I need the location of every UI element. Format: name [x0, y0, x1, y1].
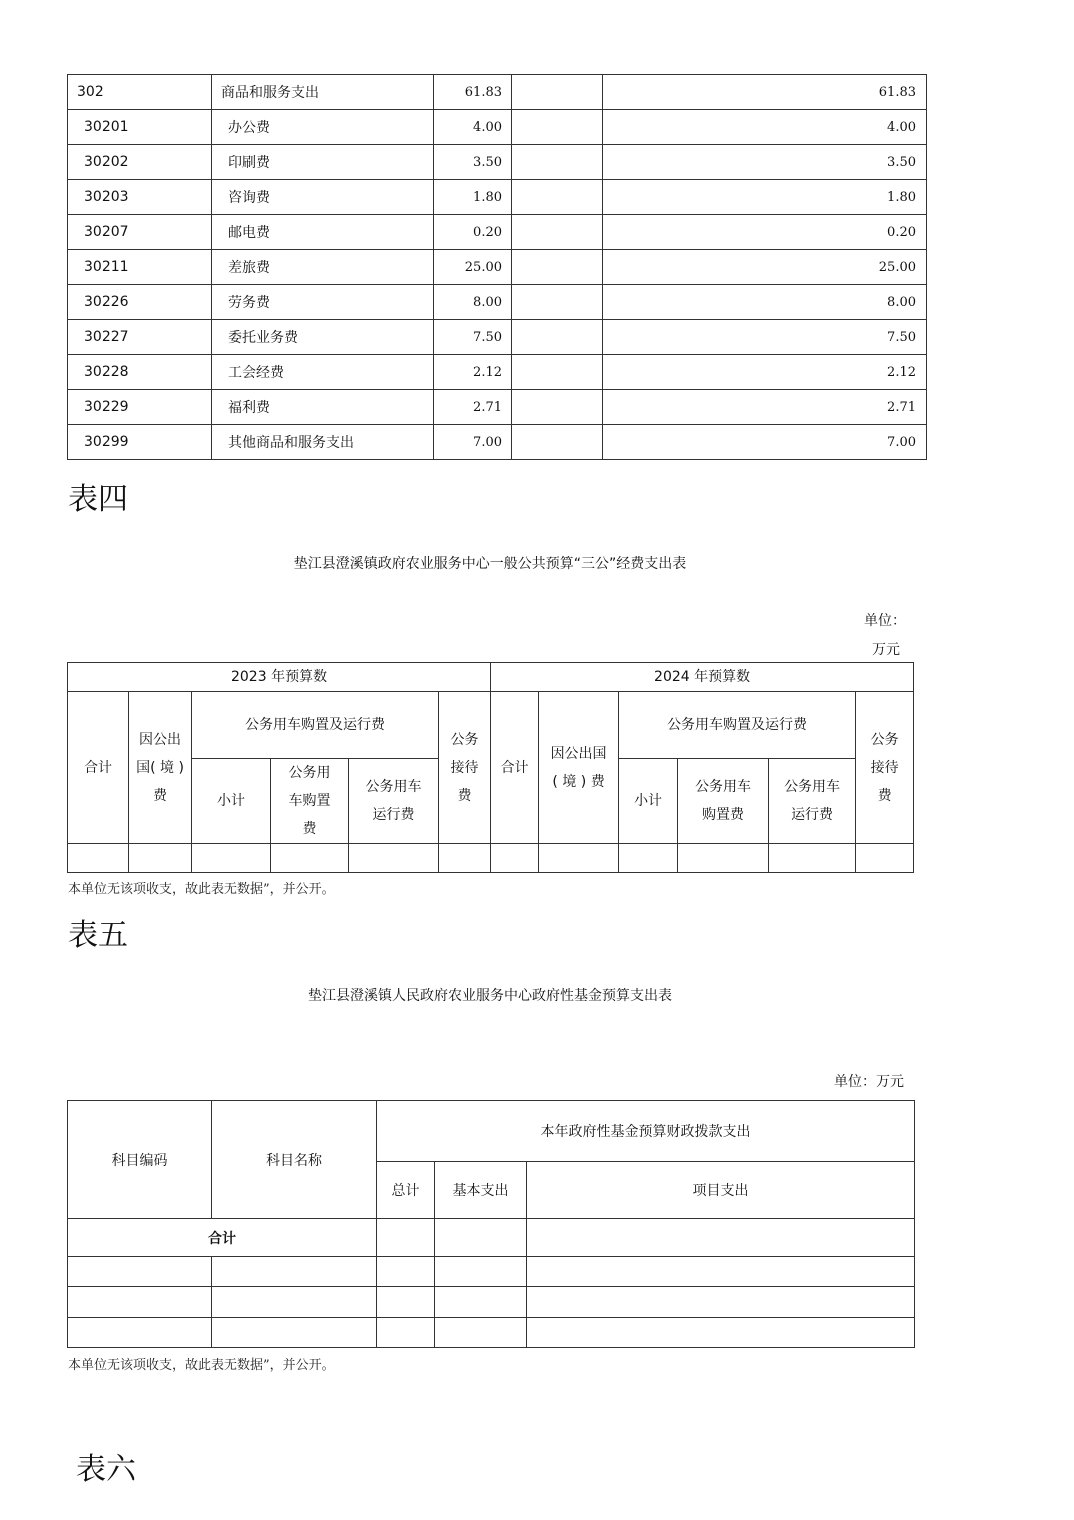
header-total-2023: 合计	[68, 692, 129, 844]
empty-cell	[512, 425, 603, 460]
amount-cell: 8.00	[434, 285, 512, 320]
subject-name-cell: 委托业务费	[212, 320, 434, 355]
subject-code-cell: 30229	[68, 390, 212, 425]
header-car-group-2024: 公务用车购置及运行费	[619, 692, 856, 759]
subject-name-cell: 福利费	[212, 390, 434, 425]
subject-name-cell: 邮电费	[212, 215, 434, 250]
table-row	[68, 75, 927, 110]
subject-code-cell: 30203	[68, 180, 212, 215]
header-car-operate-2023: 公务用车 运行费	[349, 759, 439, 844]
header-basic-expenditure: 基本支出	[435, 1162, 527, 1219]
empty-cell	[512, 285, 603, 320]
amount-cell: 3.50	[434, 145, 512, 180]
header-2023-budget: 2023 年预算数	[68, 663, 491, 692]
subject-code-cell: 30227	[68, 320, 212, 355]
header-abroad-2023: 因公出 国( 境 ) 费	[129, 692, 192, 844]
table5-note: 本单位无该项收支，故此表无数据”，并公开。	[68, 1358, 335, 1373]
amount-cell: 3.50	[603, 145, 927, 180]
header-reception-2023: 公务 接待 费	[439, 692, 491, 844]
amount-cell: 4.00	[434, 110, 512, 145]
header-car-group-2023: 公务用车购置及运行费	[192, 692, 439, 759]
empty-cell	[512, 75, 603, 110]
empty-cell	[512, 145, 603, 180]
section-title-table5: 表五	[68, 918, 128, 953]
table-row	[68, 215, 927, 250]
amount-cell: 7.50	[603, 320, 927, 355]
header-abroad-2024: 因公出国 ( 境 ) 费	[539, 692, 619, 844]
amount-cell: 0.20	[434, 215, 512, 250]
amount-cell: 2.12	[434, 355, 512, 390]
table5-caption: 垫江县澄溪镇人民政府农业服务中心政府性基金预算支出表	[308, 988, 672, 1004]
empty-cell	[512, 355, 603, 390]
amount-cell: 8.00	[603, 285, 927, 320]
empty-cell	[512, 110, 603, 145]
subject-code-cell: 30201	[68, 110, 212, 145]
table4-unit-value: 万元	[872, 642, 900, 658]
three-public-expenses-table	[67, 662, 914, 873]
amount-cell: 25.00	[434, 250, 512, 285]
table-row	[68, 390, 927, 425]
table-row	[68, 1318, 915, 1348]
table5-unit: 单位：万元	[834, 1074, 904, 1090]
amount-cell: 2.71	[603, 390, 927, 425]
subject-name-cell: 差旅费	[212, 250, 434, 285]
table-row	[68, 110, 927, 145]
amount-cell: 2.12	[603, 355, 927, 390]
table-row	[68, 1287, 915, 1318]
table4-caption: 垫江县澄溪镇政府农业服务中心一般公共预算“三公”经费支出表	[293, 556, 687, 572]
subject-name-cell: 工会经费	[212, 355, 434, 390]
header-total-2024: 合计	[491, 692, 539, 844]
table-row	[68, 425, 927, 460]
expenditure-table-continued	[67, 74, 927, 460]
section-title-table4: 表四	[68, 482, 128, 517]
amount-cell: 4.00	[603, 110, 927, 145]
header-subject-name: 科目名称	[212, 1101, 377, 1219]
header-subtotal-2023: 小计	[192, 759, 271, 844]
subject-code-cell: 30299	[68, 425, 212, 460]
amount-cell: 7.00	[434, 425, 512, 460]
amount-cell: 0.20	[603, 215, 927, 250]
government-fund-budget-table	[67, 1100, 915, 1348]
table4-note: 本单位无该项收支，故此表无数据”，并公开。	[68, 882, 335, 897]
header-2024-budget: 2024 年预算数	[491, 663, 914, 692]
expenditure-table-body	[68, 75, 927, 460]
table4-unit-label: 单位：	[864, 613, 906, 629]
amount-cell: 61.83	[603, 75, 927, 110]
header-car-operate-2024: 公务用车 运行费	[769, 759, 856, 844]
total-row-label: 合计	[68, 1219, 377, 1257]
subject-code-cell: 30211	[68, 250, 212, 285]
empty-cell	[512, 250, 603, 285]
table-row	[68, 285, 927, 320]
section-title-table6: 表六	[76, 1452, 136, 1487]
subject-code-cell: 30226	[68, 285, 212, 320]
header-subtotal-2024: 小计	[619, 759, 678, 844]
header-car-purchase-2024: 公务用车 购置费	[678, 759, 769, 844]
empty-cell	[512, 215, 603, 250]
amount-cell: 7.00	[603, 425, 927, 460]
table-row	[68, 180, 927, 215]
header-project-expenditure: 项目支出	[527, 1162, 915, 1219]
subject-name-cell: 其他商品和服务支出	[212, 425, 434, 460]
subject-name-cell: 商品和服务支出	[212, 75, 434, 110]
subject-code-cell: 30228	[68, 355, 212, 390]
subject-code-cell: 30207	[68, 215, 212, 250]
table-row	[68, 1257, 915, 1287]
amount-cell: 25.00	[603, 250, 927, 285]
header-grand-total: 总计	[377, 1162, 435, 1219]
empty-cell	[512, 320, 603, 355]
header-fund-expenditure: 本年政府性基金预算财政拨款支出	[377, 1101, 915, 1162]
header-car-purchase-2023: 公务用 车购置 费	[271, 759, 349, 844]
subject-name-cell: 印刷费	[212, 145, 434, 180]
amount-cell: 2.71	[434, 390, 512, 425]
table-row	[68, 145, 927, 180]
subject-code-cell: 30202	[68, 145, 212, 180]
header-subject-code: 科目编码	[68, 1101, 212, 1219]
amount-cell: 7.50	[434, 320, 512, 355]
table-row	[68, 844, 914, 873]
header-reception-2024: 公务 接待 费	[856, 692, 914, 844]
table-row	[68, 320, 927, 355]
empty-cell	[512, 390, 603, 425]
empty-cell	[512, 180, 603, 215]
table-row	[68, 250, 927, 285]
amount-cell: 1.80	[434, 180, 512, 215]
amount-cell: 61.83	[434, 75, 512, 110]
subject-name-cell: 办公费	[212, 110, 434, 145]
amount-cell: 1.80	[603, 180, 927, 215]
subject-name-cell: 劳务费	[212, 285, 434, 320]
table-row	[68, 355, 927, 390]
subject-code-cell: 302	[68, 75, 212, 110]
subject-name-cell: 咨询费	[212, 180, 434, 215]
